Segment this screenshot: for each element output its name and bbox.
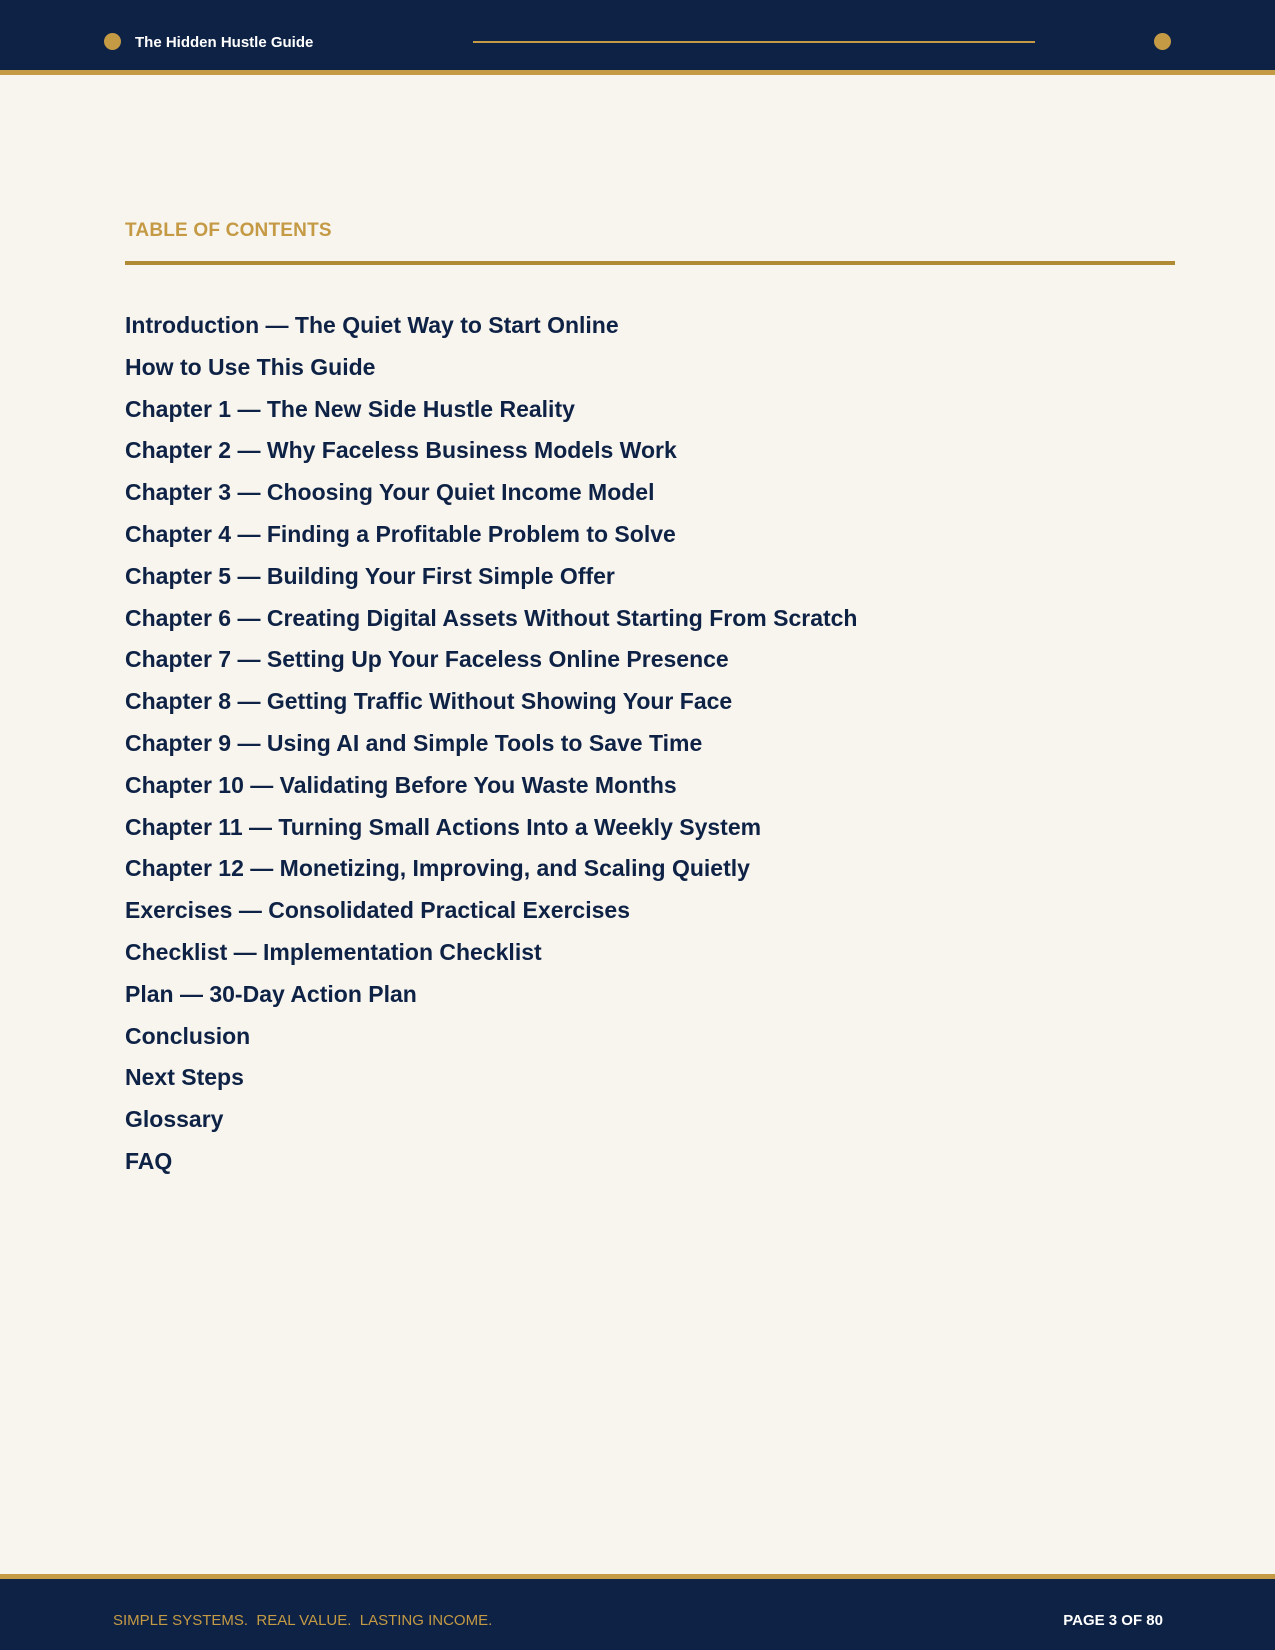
toc-entry[interactable]: Checklist — Implementation Checklist <box>125 938 542 965</box>
toc-entry[interactable]: Chapter 2 — Why Faceless Business Models Work <box>125 437 677 464</box>
toc-entry[interactable]: Conclusion <box>125 1022 251 1049</box>
toc-entry[interactable]: Chapter 12 — Monetizing, Improving, and Scaling Quietly <box>125 855 750 882</box>
toc-entry[interactable]: Chapter 8 — Getting Traffic Without Showing Your Face <box>125 688 733 715</box>
toc-entry[interactable]: Chapter 6 — Creating Digital Assets Without Starting From Scratch <box>125 604 858 631</box>
header-divider-line <box>473 41 1035 43</box>
toc-entry[interactable]: Chapter 7 — Setting Up Your Faceless Online Presence <box>125 646 729 673</box>
toc-entry[interactable]: Chapter 4 — Finding a Profitable Problem to Solve <box>125 520 676 547</box>
toc-entry[interactable]: FAQ <box>125 1147 173 1174</box>
toc-entry[interactable]: How to Use This Guide <box>125 353 376 380</box>
header-title: The Hidden Hustle Guide <box>135 34 314 51</box>
toc-entry[interactable]: Exercises — Consolidated Practical Exercises <box>125 897 630 924</box>
toc-heading: TABLE OF CONTENTS <box>125 220 332 241</box>
toc-entry[interactable]: Chapter 1 — The New Side Hustle Reality <box>125 395 575 422</box>
toc-list <box>125 305 858 1183</box>
footer-tagline: SIMPLE SYSTEMS. REAL VALUE. LASTING INCOME. <box>113 1612 493 1629</box>
toc-entry[interactable]: Chapter 3 — Choosing Your Quiet Income Model <box>125 479 655 506</box>
toc-entry[interactable]: Plan — 30-Day Action Plan <box>125 980 417 1007</box>
toc-entry[interactable]: Chapter 5 — Building Your First Simple Offer <box>125 562 615 589</box>
header-gold-rule <box>0 70 1275 75</box>
header-left-dot-icon <box>104 33 121 50</box>
toc-entry[interactable]: Glossary <box>125 1106 224 1133</box>
toc-heading-rule <box>125 261 1175 265</box>
header-right-dot-icon <box>1154 33 1171 50</box>
page-number: PAGE 3 OF 80 <box>1063 1612 1163 1629</box>
toc-entry[interactable]: Next Steps <box>125 1064 244 1091</box>
toc-entry[interactable]: Introduction — The Quiet Way to Start Online <box>125 312 619 338</box>
toc-entry[interactable]: Chapter 9 — Using AI and Simple Tools to Save Time <box>125 729 703 756</box>
toc-entry[interactable]: Chapter 11 — Turning Small Actions Into a Weekly System <box>125 813 762 840</box>
toc-entry[interactable]: Chapter 10 — Validating Before You Waste Months <box>125 771 677 798</box>
